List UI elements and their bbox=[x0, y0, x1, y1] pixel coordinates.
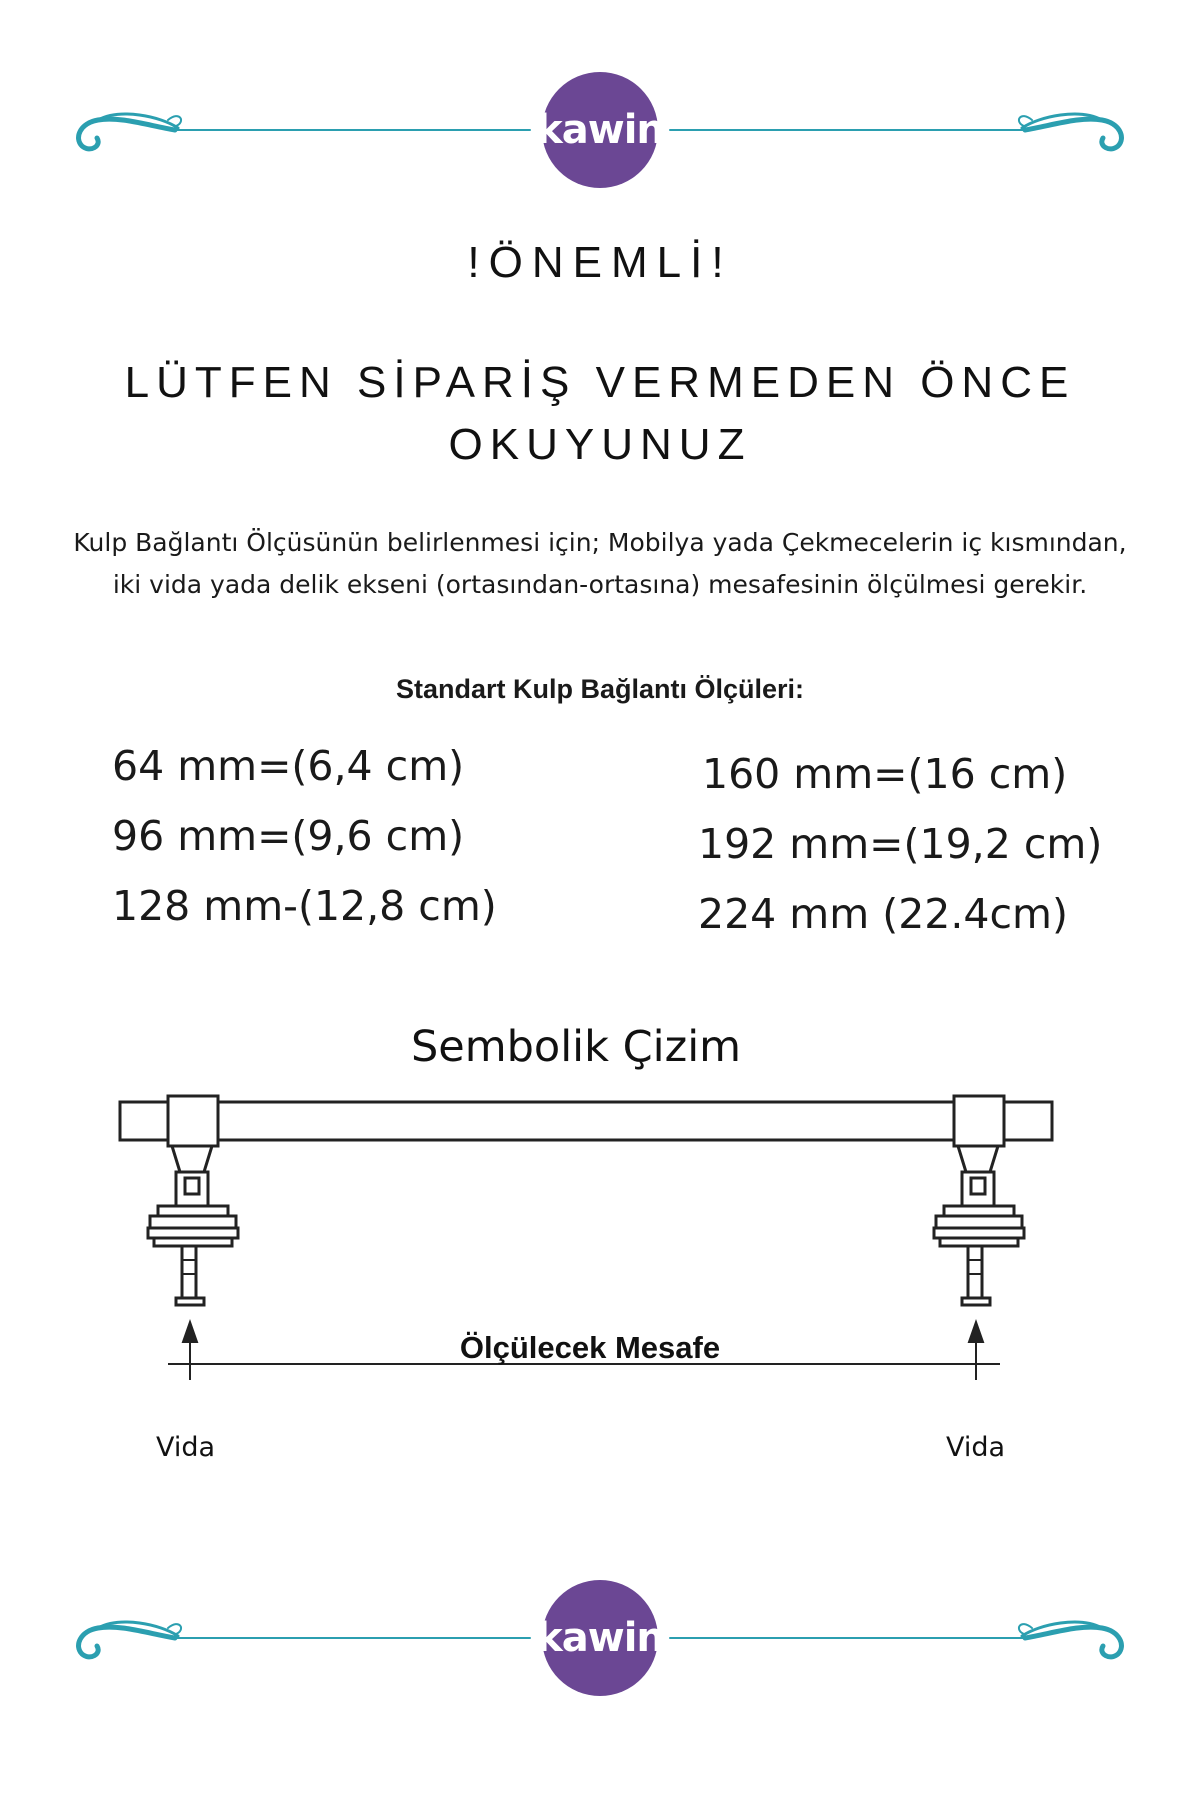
size-128mm: 128 mm-(12,8 cm) bbox=[112, 882, 497, 930]
screw-label-right: Vida bbox=[946, 1432, 1006, 1463]
read-before-ordering-heading: LÜTFEN SİPARİŞ VERMEDEN ÖNCE OKUYUNUZ bbox=[124, 358, 1076, 469]
size-192mm: 192 mm=(19,2 cm) bbox=[698, 820, 1103, 868]
size-160mm: 160 mm=(16 cm) bbox=[702, 750, 1068, 798]
standard-sizes-title: Standart Kulp Bağlantı Ölçüleri: bbox=[395, 674, 805, 704]
measure-distance-label: Ölçülecek Mesafe bbox=[459, 1330, 721, 1365]
size-64mm: 64 mm=(6,4 cm) bbox=[112, 742, 465, 790]
important-heading: !ÖNEMLİ! bbox=[467, 238, 733, 287]
kawin-logo-bottom: kawin bbox=[542, 1580, 658, 1696]
kawin-logo: kawin bbox=[542, 72, 658, 188]
screw-label-left: Vida bbox=[156, 1432, 216, 1463]
intro-line-1: Kulp Bağlantı Ölçüsünün belirlenmesi için; Mobilya yada Çekmecelerin iç kısmından, bbox=[73, 528, 1127, 557]
symbolic-drawing-title: Sembolik Çizim bbox=[410, 1022, 742, 1072]
intro-paragraph bbox=[20, 522, 1180, 606]
size-96mm: 96 mm=(9,6 cm) bbox=[112, 812, 465, 860]
intro-line-2: iki vida yada delik ekseni (ortasından-ortasına) mesafesinin ölçülmesi gerekir. bbox=[112, 570, 1088, 599]
handle-bar bbox=[120, 1102, 1052, 1140]
size-224mm: 224 mm (22.4cm) bbox=[698, 890, 1068, 938]
